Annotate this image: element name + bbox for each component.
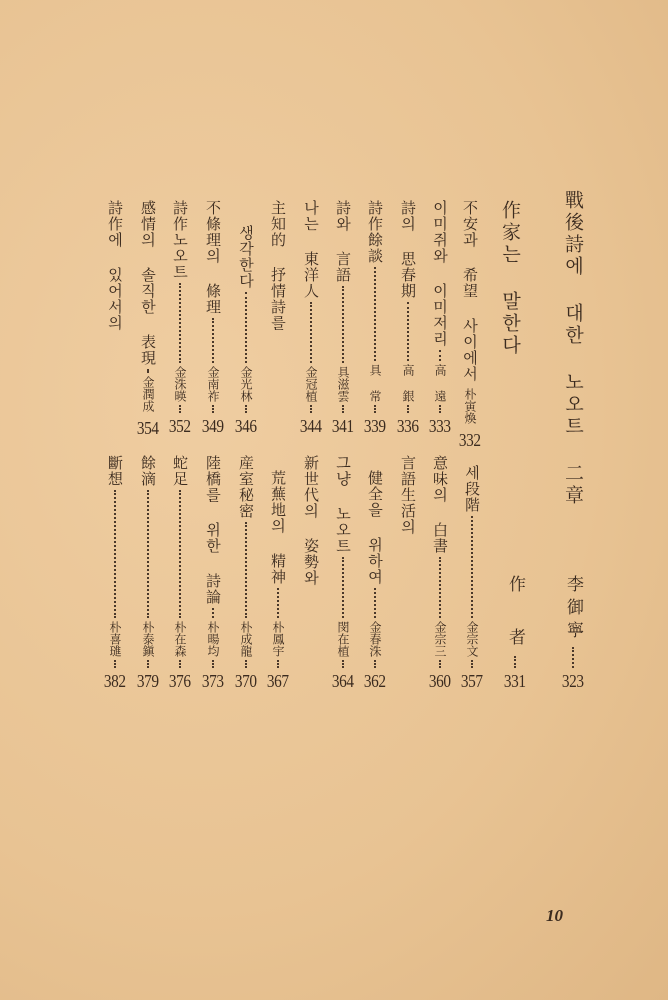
entry-title: 詩作에 있어서의	[106, 200, 124, 331]
entry-title: 나는 東洋人	[302, 200, 320, 299]
entry-title: 餘滴	[139, 455, 157, 487]
toc-entry[interactable]	[330, 200, 356, 436]
leader-dots	[374, 660, 376, 668]
leader-dots	[407, 405, 409, 413]
leader-dots	[572, 647, 574, 668]
entry-author: 金洙暎	[173, 366, 187, 402]
toc-entry[interactable]	[200, 455, 226, 691]
toc-entry-line1[interactable]	[298, 455, 324, 691]
leader-dots	[245, 405, 247, 413]
subsection-page: 331	[504, 671, 526, 691]
leader-dots	[374, 267, 376, 361]
toc-entry-line1[interactable]	[265, 200, 291, 436]
leader-dots	[342, 405, 344, 413]
section-page: 323	[562, 671, 584, 691]
leader-dots	[342, 286, 344, 363]
toc-entry[interactable]	[233, 225, 259, 436]
leader-dots	[147, 369, 149, 373]
toc-entry[interactable]	[457, 200, 483, 450]
section-title	[560, 190, 586, 507]
section-byline	[560, 575, 586, 691]
entry-page: 346	[235, 416, 257, 436]
entry-title: 不安과 希望 사이에서	[461, 200, 479, 382]
section-title-text: 戰後詩에 대한 노오트 二章	[562, 190, 584, 507]
entry-title: 陸橋를 위한 詩論	[204, 455, 222, 605]
leader-dots	[179, 660, 181, 668]
entry-title: 蛇足	[171, 455, 189, 487]
entry-author: 金宗三	[433, 621, 447, 657]
entry-page: 333	[429, 416, 451, 436]
toc-entry[interactable]	[298, 200, 324, 436]
entry-author: 金冠植	[304, 366, 318, 402]
entry-title: 言語生活의	[399, 455, 417, 535]
toc-entry[interactable]	[265, 470, 291, 691]
entry-author: 朴成龍	[239, 621, 253, 657]
leader-dots	[179, 283, 181, 363]
toc-entry[interactable]	[233, 455, 259, 691]
entry-title: 新世代의 姿勢와	[302, 455, 320, 586]
entry-page: 362	[364, 671, 386, 691]
entry-author: 朴喜璡	[108, 621, 122, 657]
entry-title-cont: 荒蕪地의 精神	[269, 470, 287, 585]
toc-entry[interactable]	[167, 455, 193, 691]
toc-entry[interactable]	[330, 455, 356, 691]
leader-dots	[179, 405, 181, 413]
leader-dots	[147, 490, 149, 618]
subsection-author: 作 者	[505, 575, 525, 653]
entry-page: 373	[202, 671, 224, 691]
toc-entry[interactable]	[167, 200, 193, 436]
toc-entry[interactable]	[135, 455, 161, 691]
entry-title: 詩의 思春期	[399, 200, 417, 299]
leader-dots	[114, 490, 116, 618]
toc-entry-line1[interactable]	[102, 200, 128, 436]
entry-title: 詩作노오트	[171, 200, 189, 280]
toc-entry-line1[interactable]	[395, 455, 421, 691]
entry-author: 金春洙	[368, 621, 382, 657]
entry-author: 高 遠	[433, 364, 447, 402]
entry-author: 金南祚	[206, 366, 220, 402]
entry-page: 382	[104, 671, 126, 691]
toc-entry[interactable]	[362, 470, 388, 691]
leader-dots	[147, 660, 149, 668]
toc-entry[interactable]	[102, 455, 128, 691]
entry-author: 金宗文	[465, 621, 479, 657]
leader-dots	[310, 405, 312, 413]
entry-title: 産室秘密	[237, 455, 255, 519]
entry-page: 339	[364, 416, 386, 436]
leader-dots	[212, 318, 214, 363]
entry-title: 詩作餘談	[366, 200, 384, 264]
leader-dots	[439, 660, 441, 668]
toc-entry[interactable]	[427, 455, 453, 691]
toc-entry[interactable]	[362, 200, 388, 436]
leader-dots	[277, 660, 279, 668]
entry-page: 354	[137, 418, 159, 438]
entry-page: 370	[235, 671, 257, 691]
entry-author: 朴寅煥	[463, 388, 477, 424]
entry-author: 高 銀	[401, 364, 415, 402]
entry-page: 332	[459, 430, 481, 450]
entry-author: 朴泰鎭	[141, 621, 155, 657]
leader-dots	[245, 292, 247, 363]
leader-dots	[245, 660, 247, 668]
leader-dots	[439, 557, 441, 618]
entry-page: 357	[461, 671, 483, 691]
entry-title-cont: 생각한다	[237, 225, 255, 289]
toc-entry[interactable]	[395, 200, 421, 436]
entry-title: 主知的 抒情詩를	[269, 200, 287, 331]
toc-entry[interactable]	[459, 465, 485, 691]
leader-dots	[179, 490, 181, 618]
leader-dots	[342, 557, 344, 618]
toc-entry[interactable]	[427, 200, 453, 436]
leader-dots	[114, 660, 116, 668]
entry-page: 336	[397, 416, 419, 436]
entry-title: 이미쥐와 이미저리	[431, 200, 449, 347]
entry-page: 352	[169, 416, 191, 436]
entry-author: 金光林	[239, 366, 253, 402]
entry-author: 金潤成	[141, 376, 155, 412]
leader-dots	[439, 405, 441, 413]
leader-dots	[374, 405, 376, 413]
leader-dots	[471, 660, 473, 668]
entry-title: 斷想	[106, 455, 124, 487]
entry-title: 그냥 노오트	[334, 455, 352, 554]
entry-page: 376	[169, 671, 191, 691]
subsection-title-text: 作家는 말한다	[499, 200, 521, 357]
leader-dots	[212, 608, 214, 618]
subsection-title	[497, 200, 523, 436]
leader-dots	[212, 660, 214, 668]
entry-title: 不條理의 條理	[204, 200, 222, 315]
entry-title-cont: 健全을 위하여	[366, 470, 384, 585]
leader-dots	[514, 656, 516, 668]
entry-page: 379	[137, 671, 159, 691]
entry-page: 349	[202, 416, 224, 436]
leader-dots	[212, 405, 214, 413]
entry-page: 341	[332, 416, 354, 436]
entry-author: 朴在森	[173, 621, 187, 657]
toc-entry[interactable]	[135, 200, 161, 436]
subsection-byline	[502, 575, 528, 691]
entry-author: 朴鳳宇	[271, 621, 285, 657]
entry-title: 感情의 솔직한 表現	[139, 200, 157, 366]
leader-dots	[245, 522, 247, 618]
leader-dots	[277, 588, 279, 618]
entry-author: 朴暘均	[206, 621, 220, 657]
entry-page: 344	[300, 416, 322, 436]
page-number: 10	[546, 906, 563, 925]
leader-dots	[374, 588, 376, 618]
entry-title-cont: 세段階	[463, 465, 481, 513]
entry-page: 367	[267, 671, 289, 691]
entry-title: 意味의 白書	[431, 455, 449, 554]
section-author: 李御寧	[563, 575, 583, 644]
leader-dots	[342, 660, 344, 668]
entry-author: 具 常	[368, 364, 382, 402]
entry-author: 具滋雲	[336, 366, 350, 402]
leader-dots	[310, 302, 312, 363]
leader-dots	[471, 516, 473, 618]
entry-title: 詩와 言語	[334, 200, 352, 283]
leader-dots	[407, 302, 409, 361]
toc-entry[interactable]	[200, 200, 226, 436]
leader-dots	[439, 350, 441, 361]
entry-page: 364	[332, 671, 354, 691]
entry-author: 閔在植	[336, 621, 350, 657]
entry-page: 360	[429, 671, 451, 691]
